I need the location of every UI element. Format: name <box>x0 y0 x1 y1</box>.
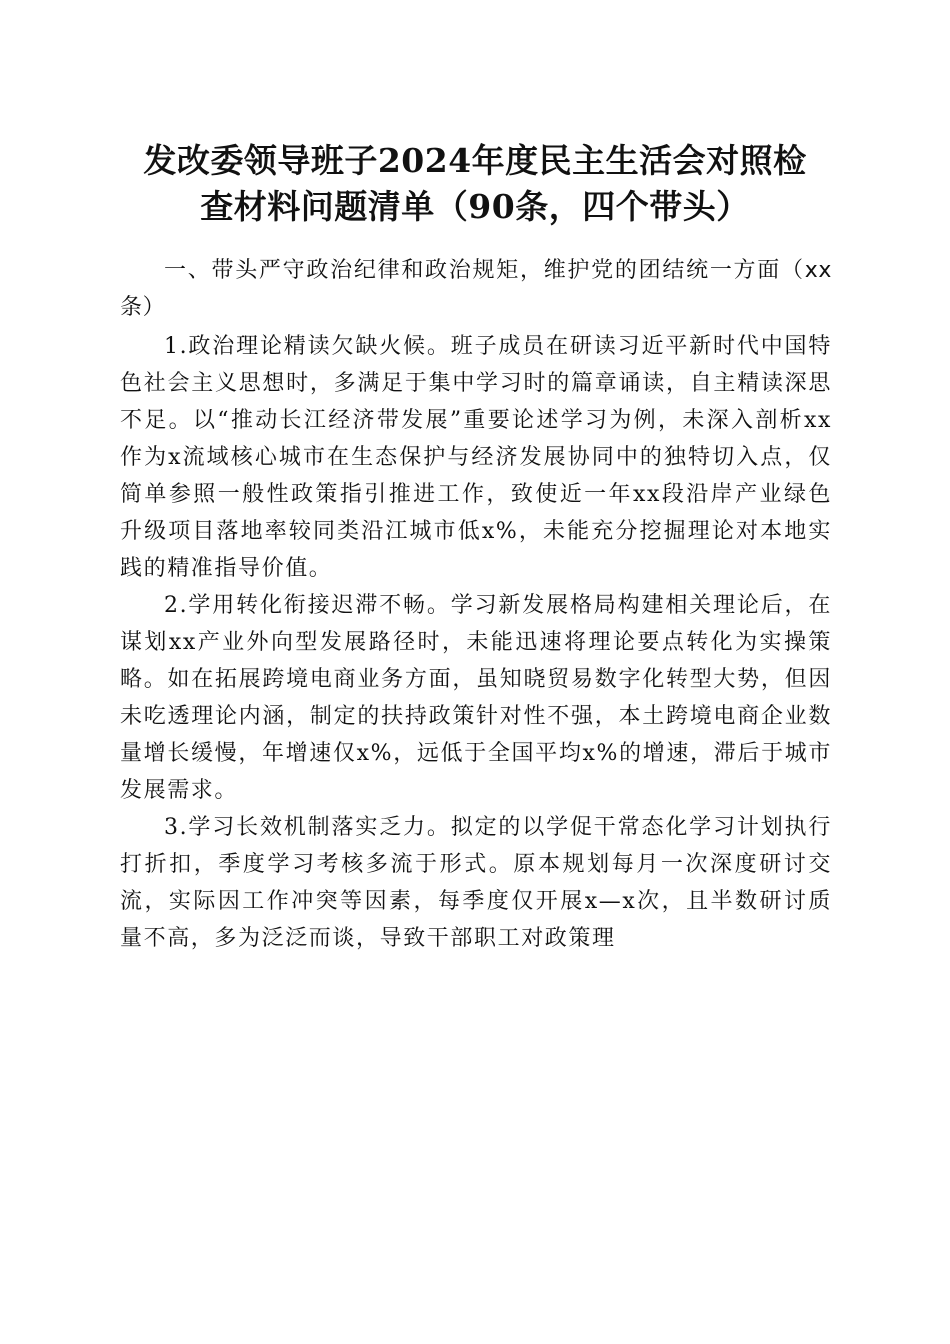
document-title <box>100 138 850 230</box>
section-heading: 一、带头严守政治纪律和政治规矩，维护党的团结统一方面（xx条） <box>120 258 832 320</box>
paragraph-item-3: 3.学习长效机制落实乏力。拟定的以学促干常态化学习计划执行打折扣，季度学习考核多流于形式。原本规划每月一次深度研讨交流，实际因工作冲突等因素，每季度仅开展x—x次，且半数研讨质量不高，多为泛泛而谈，导致干部职工对政策理 <box>120 815 832 951</box>
paragraph-item-2: 2.学用转化衔接迟滞不畅。学习新发展格局构建相关理论后，在谋划xx产业外向型发展路径时，未能迅速将理论要点转化为实操策略。如在拓展跨境电商业务方面，虽知晓贸易数字化转型大势，但因未吃透理论内涵，制定的扶持政策针对性不强，本土跨境电商企业数量增长缓慢，年增速仅x%，远低于全国平均x%的增速，滞后于城市发展需求。 <box>120 593 832 803</box>
paragraph-item-1: 1.政治理论精读欠缺火候。班子成员在研读习近平新时代中国特色社会主义思想时，多满足于集中学习时的篇章诵读，自主精读深思不足。以“推动长江经济带发展”重要论述学习为例，未深入剖析xx作为x流域核心城市在生态保护与经济发展协同中的独特切入点，仅简单参照一般性政策指引推进工作，致使近一年xx段沿岸产业绿色升级项目落地率较同类沿江城市低x%，未能充分挖掘理论对本地实践的精准指导价值。 <box>120 334 832 581</box>
title-line-2: 查材料问题清单（90条，四个带头） <box>200 187 750 226</box>
document-body <box>120 252 832 957</box>
title-line-1: 发改委领导班子2024年度民主生活会对照检 <box>143 141 807 180</box>
